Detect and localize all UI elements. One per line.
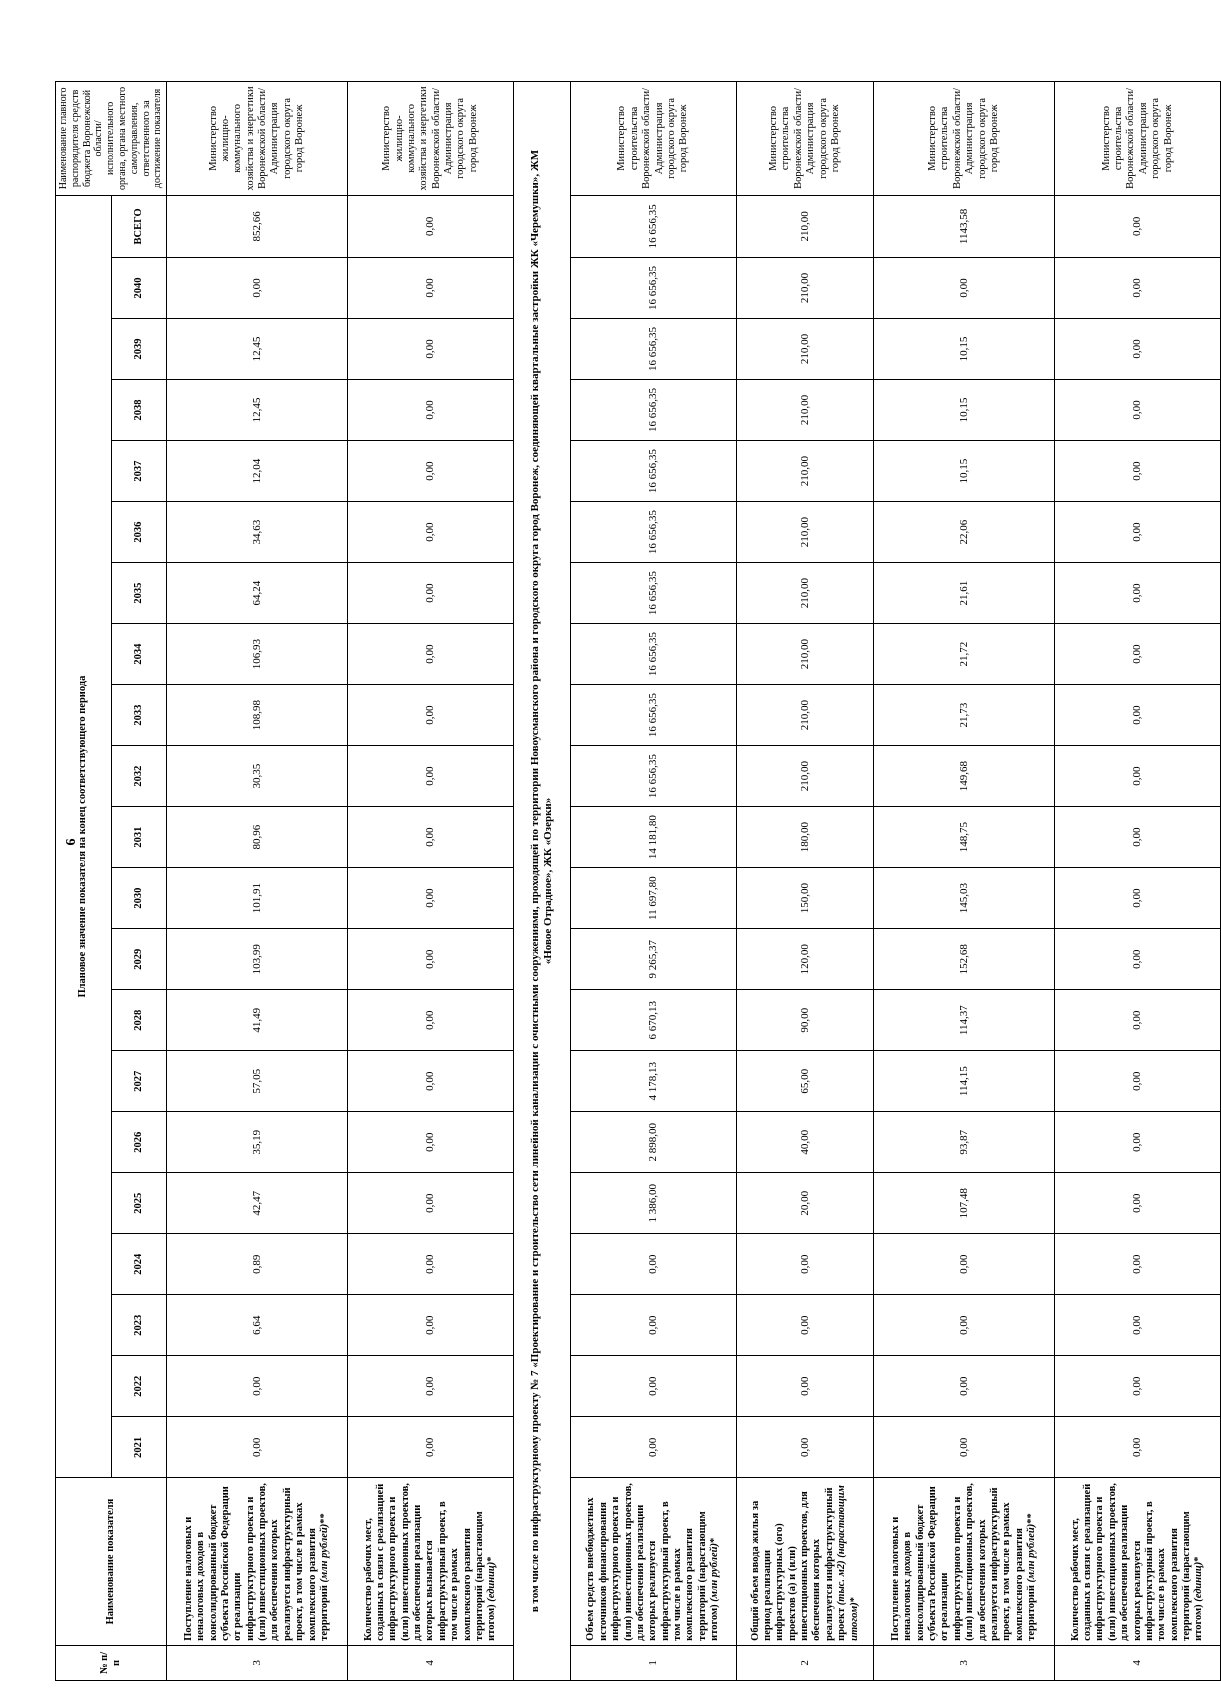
value-cell: 0,00: [1055, 1356, 1221, 1417]
total-cell: 210,00: [737, 195, 874, 257]
indicator-unit: (млн рублей): [709, 1543, 721, 1602]
indicator-name: Поступление налоговых и неналоговых доходов в консолидированный бюджет субъекта Российской Федерации от реализации инфраструктурного проекта и (или) инвестиционных проектов, для обеспечения которых реализуется инфраструктурный проект, в том числе в рамках комплексного развития территорий: [182, 1483, 330, 1641]
year-header: 2021: [111, 1417, 167, 1478]
value-cell: 0,00: [1055, 1417, 1221, 1478]
value-cell: 0,00: [737, 1417, 874, 1478]
value-cell: 21,72: [874, 624, 1055, 685]
value-cell: 0,00: [570, 1417, 736, 1478]
responsible-org: Министерство строительства Воронежской области/ Администрация городского округа город Воронеж: [874, 82, 1055, 196]
value-cell: 21,61: [874, 563, 1055, 624]
responsible-org: Министерство жилищно-коммунального хозяйства и энергетики Воронежской области/ Администрация городского округа город Воронеж: [167, 82, 348, 196]
value-cell: 0,00: [348, 1295, 514, 1356]
value-cell: 41,49: [167, 990, 348, 1051]
header-row-years: [111, 82, 167, 1681]
footnote-mark: **: [318, 1513, 330, 1524]
indicator-name-cell: [167, 1478, 348, 1646]
value-cell: 11 697,80: [570, 868, 736, 929]
value-cell: 0,00: [1055, 1051, 1221, 1112]
value-cell: 101,91: [167, 868, 348, 929]
value-cell: 0,00: [1055, 1112, 1221, 1173]
value-cell: 0,00: [1055, 1173, 1221, 1234]
row-number: 2: [737, 1645, 874, 1680]
footnote-mark: *: [486, 1556, 498, 1562]
value-cell: 210,00: [737, 502, 874, 563]
value-cell: 14 181,80: [570, 807, 736, 868]
year-header: 2035: [111, 563, 167, 624]
indicator-name: Количество рабочих мест, созданных в связи с реализацией инфраструктурного проекта и (или) инвестиционных проектов, для обеспечения реализации которых реализуется инфраструктурный проект, в том числе в рамках комплексного развития территорий (нарастающим итогом): [1069, 1483, 1205, 1641]
footnote-mark: *: [709, 1537, 721, 1544]
value-cell: 0,00: [1055, 685, 1221, 746]
value-cell: 152,68: [874, 929, 1055, 990]
value-cell: 106,93: [167, 624, 348, 685]
responsible-org: Министерство жилищно-коммунального хозяйства и энергетики Воронежской области/ Администрация городского округа город Воронеж: [348, 82, 514, 196]
value-cell: 0,00: [1055, 868, 1221, 929]
value-cell: 0,00: [348, 502, 514, 563]
year-header: 2025: [111, 1173, 167, 1234]
footnote-mark: **: [1026, 1513, 1038, 1524]
year-header: 2030: [111, 868, 167, 929]
indicator-table: [55, 81, 1221, 1681]
value-cell: 0,89: [167, 1234, 348, 1295]
org-header: Наименование главного распорядителя средств бюджета Воронежской области/исполнительного органа, органа местного самоуправления, ответственного за достижение показателя: [56, 82, 167, 196]
section-row: [514, 82, 571, 1681]
footnote-mark: *: [1193, 1556, 1205, 1562]
year-header: 2026: [111, 1112, 167, 1173]
value-cell: 34,63: [167, 502, 348, 563]
indicator-name-cell: [874, 1478, 1055, 1646]
value-cell: 0,00: [348, 1173, 514, 1234]
value-cell: 12,04: [167, 441, 348, 502]
value-cell: 16 656,35: [570, 685, 736, 746]
value-cell: 0,00: [1055, 319, 1221, 380]
indicator-unit: (единиц): [1193, 1561, 1205, 1602]
indicator-name: Поступление налоговых и неналоговых доходов в консолидированный бюджет субъекта Российской Федерации от реализации инфраструктурного проекта и (или) инвестиционных проектов, для обеспечения которых реализуется инфраструктурный проект, в том числе в рамках комплексного развития территорий: [889, 1483, 1038, 1641]
value-cell: 0,00: [1055, 1234, 1221, 1295]
value-cell: 16 656,35: [570, 258, 736, 319]
value-cell: 16 656,35: [570, 563, 736, 624]
value-cell: 16 656,35: [570, 746, 736, 807]
page-number: 6: [64, 838, 79, 846]
total-cell: 0,00: [1055, 195, 1221, 257]
year-header: 2034: [111, 624, 167, 685]
value-cell: 30,35: [167, 746, 348, 807]
value-cell: 0,00: [570, 1295, 736, 1356]
value-cell: 2 898,00: [570, 1112, 736, 1173]
year-header: 2023: [111, 1295, 167, 1356]
value-cell: 6 670,13: [570, 990, 736, 1051]
year-header: 2037: [111, 441, 167, 502]
indicator-name: Общий объем ввода жилья за период реализации инфраструктурных (ого) проектов (а) и (или) инвестиционных проектов, для обеспечения которых реализуется инфраструктурный проект: [749, 1487, 848, 1641]
value-cell: 0,00: [348, 1417, 514, 1478]
value-cell: 0,00: [348, 380, 514, 441]
value-cell: 0,00: [348, 868, 514, 929]
value-cell: 1 386,00: [570, 1173, 736, 1234]
table-row: [570, 82, 736, 1681]
value-cell: 0,00: [874, 258, 1055, 319]
year-header: 2032: [111, 746, 167, 807]
value-cell: 40,00: [737, 1112, 874, 1173]
row-number: 3: [874, 1645, 1055, 1680]
value-cell: 103,99: [167, 929, 348, 990]
value-cell: 0,00: [1055, 624, 1221, 685]
year-header: 2039: [111, 319, 167, 380]
indicator-name-cell: [1055, 1478, 1221, 1646]
value-cell: 0,00: [874, 1356, 1055, 1417]
table-row: [167, 82, 348, 1681]
value-cell: 0,00: [1055, 1295, 1221, 1356]
value-cell: 0,00: [348, 746, 514, 807]
value-cell: 0,00: [348, 1234, 514, 1295]
value-cell: 64,24: [167, 563, 348, 624]
indicator-name-cell: [348, 1478, 514, 1646]
value-cell: 0,00: [1055, 441, 1221, 502]
value-cell: 0,00: [348, 563, 514, 624]
value-cell: 0,00: [1055, 258, 1221, 319]
value-cell: 12,45: [167, 319, 348, 380]
value-cell: 0,00: [1055, 990, 1221, 1051]
responsible-org: Министерство строительства Воронежской области/ Администрация городского округа город Воронеж: [570, 82, 736, 196]
value-cell: 210,00: [737, 319, 874, 380]
value-cell: 114,15: [874, 1051, 1055, 1112]
value-cell: 210,00: [737, 441, 874, 502]
value-cell: 90,00: [737, 990, 874, 1051]
value-cell: 0,00: [348, 807, 514, 868]
value-cell: 107,48: [874, 1173, 1055, 1234]
table-row: [348, 82, 514, 1681]
value-cell: 210,00: [737, 624, 874, 685]
value-cell: 12,45: [167, 380, 348, 441]
total-cell: 16 656,35: [570, 195, 736, 257]
value-cell: 0,00: [348, 624, 514, 685]
value-cell: 0,00: [167, 258, 348, 319]
value-cell: 0,00: [874, 1417, 1055, 1478]
value-cell: 4 178,13: [570, 1051, 736, 1112]
indicator-unit: (тыс. м2) (нарастающим итогом): [836, 1485, 860, 1641]
year-header: 2027: [111, 1051, 167, 1112]
indicator-name: Количество рабочих мест, созданных в связи с реализацией инфраструктурного проекта и (или) инвестиционных проектов, для обеспечения реализации которых вызывается инфраструктурный проект, в том числе в рамках комплексного развития территорий (нарастающим итогом): [362, 1483, 498, 1641]
responsible-org: Министерство строительства Воронежской области/ Администрация городского округа город Воронеж: [1055, 82, 1221, 196]
value-cell: 22,06: [874, 502, 1055, 563]
table-row: [737, 82, 874, 1681]
value-cell: 150,00: [737, 868, 874, 929]
num-header: № п/п: [56, 1645, 167, 1680]
value-cell: 114,37: [874, 990, 1055, 1051]
name-header: Наименование показателя: [56, 1478, 167, 1646]
value-cell: 120,00: [737, 929, 874, 990]
responsible-org: Министерство строительства Воронежской области/ Администрация городского округа город Воронеж: [737, 82, 874, 196]
value-cell: 180,00: [737, 807, 874, 868]
value-cell: 0,00: [348, 1356, 514, 1417]
value-cell: 0,00: [348, 1112, 514, 1173]
value-cell: 108,98: [167, 685, 348, 746]
year-header: 2031: [111, 807, 167, 868]
value-cell: 148,75: [874, 807, 1055, 868]
row-number: 1: [570, 1645, 736, 1680]
section-title: в том числе по инфраструктурному проекту № 7 «Проектирование и строительство сети линейной канализации с очистными сооружениями, проходящей по территории Новоусманского района и городского округа город Воронеж, соединяющей квартальные застройки ЖК «Черемушки», ЖМ «Новое Отрадное», ЖК «Озерки»: [514, 82, 571, 1681]
value-cell: 80,96: [167, 807, 348, 868]
year-header: 2022: [111, 1356, 167, 1417]
value-cell: 0,00: [737, 1356, 874, 1417]
value-cell: 20,00: [737, 1173, 874, 1234]
value-cell: 210,00: [737, 746, 874, 807]
value-cell: 0,00: [1055, 746, 1221, 807]
value-cell: 0,00: [167, 1356, 348, 1417]
value-cell: 0,00: [348, 258, 514, 319]
header-row-1: [56, 82, 112, 1681]
value-cell: 0,00: [737, 1234, 874, 1295]
row-number: 4: [348, 1645, 514, 1680]
value-cell: 0,00: [1055, 929, 1221, 990]
value-cell: 0,00: [348, 319, 514, 380]
value-cell: 145,03: [874, 868, 1055, 929]
value-cell: 16 656,35: [570, 441, 736, 502]
value-cell: 57,05: [167, 1051, 348, 1112]
value-cell: 93,87: [874, 1112, 1055, 1173]
value-cell: 0,00: [348, 441, 514, 502]
rotated-table-container: [55, 81, 1205, 1681]
value-cell: 0,00: [737, 1295, 874, 1356]
value-cell: 10,15: [874, 319, 1055, 380]
value-cell: 149,68: [874, 746, 1055, 807]
value-cell: 0,00: [1055, 563, 1221, 624]
year-header: 2024: [111, 1234, 167, 1295]
value-cell: 9 265,37: [570, 929, 736, 990]
value-cell: 210,00: [737, 563, 874, 624]
value-cell: 0,00: [570, 1234, 736, 1295]
footnote-mark: *: [848, 1597, 860, 1603]
row-number: 3: [167, 1645, 348, 1680]
total-header: ВСЕГО: [111, 195, 167, 257]
table-row: [874, 82, 1055, 1681]
value-cell: 0,00: [874, 1295, 1055, 1356]
value-cell: 0,00: [1055, 380, 1221, 441]
year-header: 2040: [111, 258, 167, 319]
value-cell: 16 656,35: [570, 380, 736, 441]
year-header: 2033: [111, 685, 167, 746]
indicator-name-cell: [737, 1478, 874, 1646]
total-cell: 852,66: [167, 195, 348, 257]
value-cell: 65,00: [737, 1051, 874, 1112]
value-cell: 10,15: [874, 441, 1055, 502]
indicator-name-cell: [570, 1478, 736, 1646]
value-cell: 16 656,35: [570, 502, 736, 563]
indicator-unit: (единиц): [486, 1561, 498, 1602]
year-header: 2029: [111, 929, 167, 990]
indicator-unit: (млн рублей): [318, 1523, 330, 1583]
value-cell: 0,00: [1055, 502, 1221, 563]
value-cell: 21,73: [874, 685, 1055, 746]
value-cell: 0,00: [348, 929, 514, 990]
value-cell: 6,64: [167, 1295, 348, 1356]
value-cell: 0,00: [570, 1356, 736, 1417]
row-number: 4: [1055, 1645, 1221, 1680]
value-cell: 0,00: [348, 990, 514, 1051]
indicator-unit: (млн рублей): [1026, 1523, 1038, 1583]
value-cell: 0,00: [167, 1417, 348, 1478]
value-cell: 0,00: [1055, 807, 1221, 868]
value-cell: 0,00: [348, 1051, 514, 1112]
value-cell: 210,00: [737, 380, 874, 441]
indicator-name: Объем средств внебюджетных источников финансирования инфраструктурного проекта и (или) инвестиционных проектов, для обеспечения реализации которых реализуется инфраструктурный проект, в том числе в рамках комплексного развития территорий (нарастающим итогом): [585, 1483, 721, 1641]
year-header: 2036: [111, 502, 167, 563]
value-cell: 210,00: [737, 258, 874, 319]
table-row: [1055, 82, 1221, 1681]
value-cell: 0,00: [348, 685, 514, 746]
value-cell: 0,00: [874, 1234, 1055, 1295]
total-cell: 0,00: [348, 195, 514, 257]
value-cell: 16 656,35: [570, 624, 736, 685]
value-cell: 16 656,35: [570, 319, 736, 380]
year-header: 2028: [111, 990, 167, 1051]
value-cell: 210,00: [737, 685, 874, 746]
value-cell: 10,15: [874, 380, 1055, 441]
value-cell: 35,19: [167, 1112, 348, 1173]
year-header: 2038: [111, 380, 167, 441]
value-cell: 42,47: [167, 1173, 348, 1234]
plan-header: Плановое значение показателя на конец соответствующего периода: [56, 195, 112, 1478]
total-cell: 1143,58: [874, 195, 1055, 257]
